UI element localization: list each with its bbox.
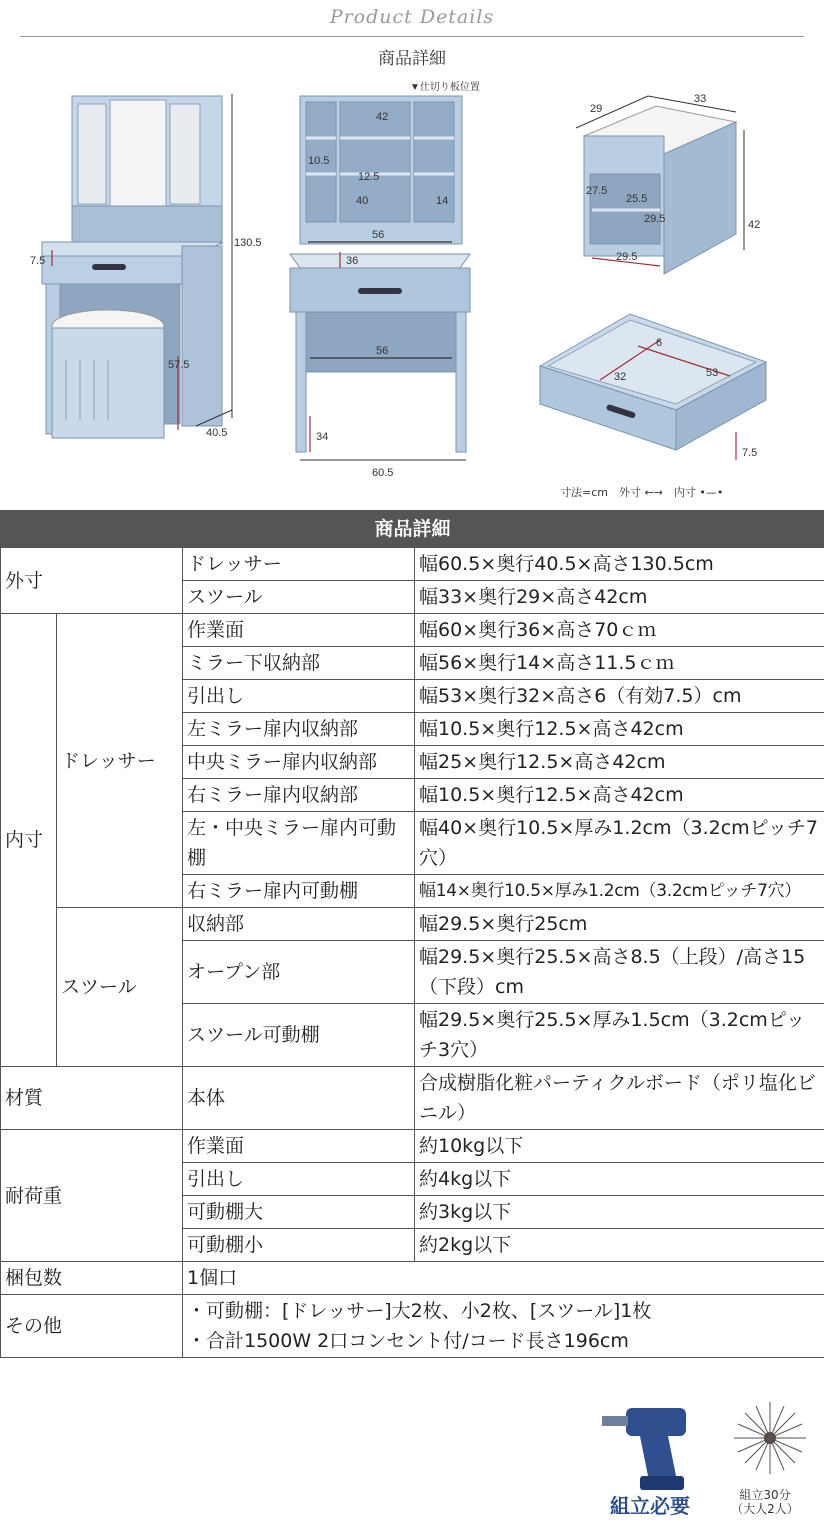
row-name: 作業面 xyxy=(183,614,415,647)
assembly-time-icon xyxy=(734,1402,806,1474)
row-name: スツール xyxy=(183,581,415,614)
row-value: 約3kg以下 xyxy=(415,1196,824,1229)
row-value: 幅60×奥行36×高さ70ｃｍ xyxy=(415,614,824,647)
row-name: 可動棚大 xyxy=(183,1196,415,1229)
row-value: 幅60.5×奥行40.5×高さ130.5cm xyxy=(415,548,824,581)
dim-under-mirror-width: 56 xyxy=(372,229,385,241)
row-value: 約2kg以下 xyxy=(415,1229,824,1262)
dim-stool-shelf-width: 29.5 xyxy=(644,213,666,225)
outer-label: 外寸 xyxy=(1,548,183,614)
package-value: 1個口 xyxy=(183,1262,824,1295)
row-value: 幅29.5×奥行25.5×厚み1.5cm（3.2cmピッチ3穴） xyxy=(415,1004,824,1067)
dim-dresser-width: 60.5 xyxy=(372,467,394,479)
assembly-time-line1: 組立30分 xyxy=(739,1488,791,1502)
row-value: 幅10.5×奥行12.5×高さ42cm xyxy=(415,713,824,746)
dim-drawer-front: 7.5 xyxy=(30,255,46,267)
row-value: 幅14×奥行10.5×厚み1.2cm（3.2cmピッチ7穴） xyxy=(415,875,824,908)
row-value: 幅10.5×奥行12.5×高さ42cm xyxy=(415,779,824,812)
dim-drawer-effective: 7.5 xyxy=(742,447,758,459)
assembly-time-line2: （大人2人） xyxy=(731,1502,799,1516)
row-name: ミラー下収納部 xyxy=(183,647,415,680)
row-name: 収納部 xyxy=(183,908,415,941)
dim-stool-upper: 27.5 xyxy=(586,185,608,197)
load-label: 耐荷重 xyxy=(1,1130,183,1262)
row-name: ドレッサー xyxy=(183,548,415,581)
dim-knee-height: 57.5 xyxy=(168,359,190,371)
dim-stool-height: 42 xyxy=(748,219,761,231)
dim-dresser-depth: 40.5 xyxy=(206,427,228,439)
header-subtitle: 商品詳細 xyxy=(378,49,446,69)
row-name: 右ミラー扉内収納部 xyxy=(183,779,415,812)
header-script-title: Product Details xyxy=(329,6,495,28)
assembly-time-label xyxy=(730,1488,800,1516)
dresser-perspective xyxy=(30,94,262,439)
row-value: 幅29.5×奥行25.5×高さ8.5（上段）/高さ15（下段）cm xyxy=(415,941,824,1004)
material-label: 材質 xyxy=(1,1067,183,1130)
row-name: 引出し xyxy=(183,1163,415,1196)
dim-drawer-depth: 32 xyxy=(614,371,627,383)
row-name: 左・中央ミラー扉内可動棚 xyxy=(183,812,415,875)
dim-dresser-height: 130.5 xyxy=(234,237,262,249)
dim-drawer-height: 6 xyxy=(656,337,663,349)
table-title: 商品詳細 xyxy=(1,511,824,548)
assembly-required-label: 組立必要 xyxy=(610,1494,690,1518)
dim-work-depth: 36 xyxy=(346,255,359,267)
stool-view xyxy=(576,93,760,274)
dim-knee-width: 56 xyxy=(376,345,389,357)
row-value: 幅33×奥行29×高さ42cm xyxy=(415,581,824,614)
other-line-1: ・可動棚：[ドレッサー]大2枚、小2枚、[スツール]1枚 xyxy=(187,1300,652,1322)
row-value: 幅25×奥行12.5×高さ42cm xyxy=(415,746,824,779)
row-name: 右ミラー扉内可動棚 xyxy=(183,875,415,908)
row-name: 引出し xyxy=(183,680,415,713)
dim-left-width: 10.5 xyxy=(308,155,330,167)
spec-table xyxy=(0,510,824,1358)
row-name: 本体 xyxy=(183,1067,415,1130)
dim-drawer-width: 53 xyxy=(706,367,719,379)
row-value: 幅29.5×奥行25cm xyxy=(415,908,824,941)
row-name: オープン部 xyxy=(183,941,415,1004)
inner-label: 内寸 xyxy=(1,614,57,1067)
other-value xyxy=(183,1295,824,1358)
dim-center-width: 40 xyxy=(356,195,369,207)
stool-inner-label: スツール xyxy=(57,908,183,1067)
dresser-inner-label: ドレッサー xyxy=(57,614,183,908)
dim-stool-inner-width: 29.5 xyxy=(616,251,638,263)
shelf-position-note: ▼仕切り板位置 xyxy=(410,82,480,93)
drawer-view xyxy=(540,314,766,460)
row-value: 合成樹脂化粧パーティクルボード（ポリ塩化ビニル） xyxy=(415,1067,824,1130)
row-name: スツール可動棚 xyxy=(183,1004,415,1067)
row-name: 中央ミラー扉内収納部 xyxy=(183,746,415,779)
other-label: その他 xyxy=(1,1295,183,1358)
other-line-2: ・合計1500W 2口コンセント付/コード長さ196cm xyxy=(187,1330,629,1352)
dresser-front-view xyxy=(290,80,480,479)
dim-leg-height: 34 xyxy=(316,431,329,443)
dim-stool-shelf-depth: 25.5 xyxy=(626,193,648,205)
dimension-legend: 寸法=cm 外寸 ←→ 内寸 •—• xyxy=(560,486,724,499)
package-label: 梱包数 xyxy=(1,1262,183,1295)
row-value: 幅56×奥行14×高さ11.5ｃｍ xyxy=(415,647,824,680)
drill-icon xyxy=(602,1408,686,1490)
dim-right-width: 14 xyxy=(436,195,449,207)
row-name: 可動棚小 xyxy=(183,1229,415,1262)
row-value: 約10kg以下 xyxy=(415,1130,824,1163)
dim-center-height: 42 xyxy=(376,111,389,123)
header-divider xyxy=(20,36,804,37)
row-value: 約4kg以下 xyxy=(415,1163,824,1196)
row-name: 作業面 xyxy=(183,1130,415,1163)
dim-depth: 12.5 xyxy=(358,171,380,183)
product-illustration xyxy=(0,70,824,510)
row-name: 左ミラー扉内収納部 xyxy=(183,713,415,746)
dim-stool-width: 33 xyxy=(694,93,707,105)
row-value: 幅53×奥行32×高さ6（有効7.5）cm xyxy=(415,680,824,713)
footer-icons xyxy=(0,1390,824,1536)
row-value: 幅40×奥行10.5×厚み1.2cm（3.2cmピッチ7穴） xyxy=(415,812,824,875)
dim-stool-depth: 29 xyxy=(590,103,603,115)
